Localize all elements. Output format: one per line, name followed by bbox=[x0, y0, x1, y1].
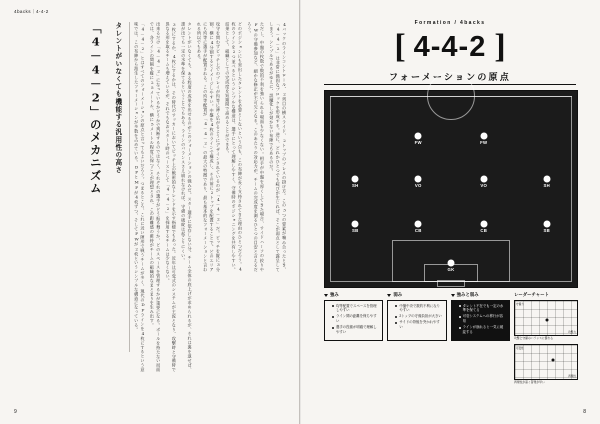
formation-title-wrap bbox=[300, 30, 600, 64]
body-column: 攻守を問わずピッチ上でのプレイが均等に薄く広がるようにデザインされているのが「4－4－2」だ。ピッチを縦に3分割、横に4分割するとイメージしやすい。中盤を4枚のラインで構成し、その前に2トップを配置することで、どのエリアにも均等に選手が配置される。この均等配置が「4－4－2」の最大の特徴であり、最も基本的なフォーメーションと言われる所以でもある。 bbox=[196, 22, 221, 272]
right-page bbox=[300, 0, 600, 424]
radar-chart-1 bbox=[514, 300, 576, 341]
list-item: サイドの背後を突かれやすい bbox=[395, 320, 442, 330]
player-marker bbox=[415, 221, 422, 228]
folio-right: 8 bbox=[583, 409, 586, 415]
body-column: 4バックのラインコントロール、2列目の横スライド、2トップのプレスの掛け方。この3つの要素が噛み合ったとき、「4－4－2」は非常に強固なブロックを形成する。逆に、どれかひとつでも綻びが生じれば、そこが弱点として露呈してしまう。シンプルであるがゆえに、誤魔化しが効かない布陣でもあるのだ。 bbox=[269, 22, 287, 272]
formation-title: 4-4-2 bbox=[413, 30, 487, 63]
player-marker bbox=[543, 176, 550, 183]
strength-heading-row bbox=[324, 292, 383, 298]
info-row bbox=[324, 292, 576, 387]
left-heading-sub: タレントがいなくても機能する汎用性の高さ bbox=[113, 22, 122, 174]
player-marker bbox=[480, 133, 487, 140]
player-marker bbox=[415, 176, 422, 183]
strength-box bbox=[324, 300, 383, 341]
list-item: 選手の役割が明確で理解しやすい bbox=[332, 325, 379, 335]
radar-grid bbox=[514, 300, 578, 336]
player-label: SB bbox=[543, 228, 551, 234]
player-marker bbox=[352, 176, 359, 183]
summary-block bbox=[451, 292, 510, 387]
list-item: ラインが崩れると一気に破綻する bbox=[459, 325, 506, 335]
list-item: ライン間の距離を保ちやすい bbox=[332, 314, 379, 324]
radar-heading-row bbox=[514, 292, 576, 298]
list-item: タレント不在でも一定の水準を保てる bbox=[459, 304, 506, 314]
player-marker bbox=[543, 221, 550, 228]
radar-axis-y-label: 可変性 bbox=[515, 346, 524, 350]
pitch-goal bbox=[437, 280, 465, 287]
radar-block bbox=[514, 292, 576, 387]
radar-grid bbox=[514, 344, 578, 380]
bracket-right-icon: ] bbox=[494, 28, 506, 65]
weakness-heading: 弱み bbox=[393, 292, 403, 297]
player-label: SH bbox=[543, 183, 551, 189]
player-label: CB bbox=[414, 228, 422, 234]
folio-left: 9 bbox=[14, 409, 17, 415]
summary-heading: 強みと弱み bbox=[456, 292, 479, 297]
strength-block bbox=[324, 292, 383, 387]
triangle-icon bbox=[451, 294, 455, 297]
player-label: CB bbox=[480, 228, 488, 234]
weakness-block bbox=[387, 292, 446, 387]
radar-axis-x-label: 再現性 bbox=[568, 374, 576, 378]
radar-caption: 再現性が高く習得が早い bbox=[513, 379, 545, 384]
list-item: 均等配置でスペースを管理しやすい bbox=[332, 304, 379, 314]
pitch-centre-circle bbox=[427, 72, 475, 120]
list-item: 中盤中央で数的不利になりやすい bbox=[395, 304, 442, 314]
section-kicker: Formation / 4backs bbox=[414, 20, 486, 26]
player-label: VO bbox=[480, 183, 488, 189]
radar-data-point bbox=[552, 358, 555, 361]
player-label: SB bbox=[351, 228, 359, 234]
radar-chart-2 bbox=[514, 344, 576, 385]
vertical-text-area bbox=[78, 22, 287, 398]
strength-heading: 強み bbox=[330, 292, 339, 297]
player-marker bbox=[352, 221, 359, 228]
running-head: 4backs｜4-4-2 bbox=[14, 9, 49, 14]
radar-data-point bbox=[546, 319, 549, 322]
player-label: FW bbox=[414, 140, 422, 146]
summary-box bbox=[451, 300, 510, 341]
body-column: 「4－4－2」とはすべてのフォーメーションの原点と言ってもよいだろう。つまるところ、これに近い陣形で戦うチームが多く、現代のDFラインを4枚にするという意味では、この布陣から派生したフォーメーションが多数を占めている。DFとMFが4枚ずつ、そしてFWが2枚というシンプルな構造になっている。 bbox=[134, 22, 146, 372]
player-label: SH bbox=[351, 183, 359, 189]
left-heading-main: 「4－4－2」のメカニズム bbox=[88, 22, 103, 195]
triangle-icon bbox=[387, 294, 391, 297]
radar-axis-y-label: 守備力 bbox=[515, 303, 524, 306]
player-marker bbox=[480, 176, 487, 183]
weakness-heading-row bbox=[387, 292, 446, 298]
triangle-icon bbox=[324, 294, 328, 297]
radar-caption: 攻撃と守備のバランスに優れる bbox=[513, 336, 554, 340]
radar-axis-x-label: 攻撃力 bbox=[568, 331, 576, 334]
player-marker bbox=[448, 260, 455, 267]
formation-subtitle: フォーメーションの原点 bbox=[389, 73, 511, 83]
player-label: VO bbox=[414, 183, 422, 189]
list-item: 可変システムへの移行が容易 bbox=[459, 314, 506, 324]
list-item: 2トップの守備負担が大きい bbox=[395, 314, 442, 319]
body-column: ただし、中盤の枚数で数的不利を強いられる場面も少なくない。相手が中盤を厚くしてきた場合、サイドハーフの絞りやFWの守備参加など、細かな修正が不可欠となる。このあたりの対応力が、チームの完成度を測るひとつの目安と言えるだろう。 bbox=[247, 22, 265, 272]
pitch-diagram bbox=[324, 90, 578, 288]
body-column: 3枚にするか、4枚にするかは、その時代のサッカーにおいてピッチ上の戦術的なトレンドを示す指標でもあった。近年は可変式のシステムが主流となり、攻撃時と守備時で異なる形を取るチームも増えているが、それでもなおスタート時のベースとして「4－4－2」を採用するチームは少なくない。 bbox=[165, 22, 177, 372]
player-label: FW bbox=[480, 140, 488, 146]
player-marker bbox=[415, 133, 422, 140]
player-marker bbox=[480, 221, 487, 228]
bracket-left-icon: [ bbox=[394, 28, 406, 65]
body-column: タレントがいなくても、ある程度の成果を出せるのがこのフォーメーションの強みだ。スター選手に依存しない分、チーム全体の底上げが求められるが、それは裏を返せば、誰が出ても一定の水準を保てるということでもある。ラインのバランスさえ崩れなければ、守備の破綻は起こりにくい。 bbox=[181, 22, 193, 372]
player-label: GK bbox=[447, 267, 455, 273]
radar-heading: レーダーチャート bbox=[513, 292, 549, 297]
weakness-box bbox=[387, 300, 446, 341]
summary-heading-row bbox=[451, 292, 510, 298]
body-column: どのポジションにも突出したタレントを必要としないという点も、この布陣が長く支持されてきた理由のひとつだろう。4枚のラインを2つ並べるというシンプルな構造は、選手にとって理解しやすく、守備時のポジショニングを共有しやすい。結果として、組織としての完成度を短期間で高めることができる。 bbox=[225, 22, 243, 272]
body-column: 出来るだけ「4－4－2」になっているかどうかで判断するのではなく、それぞれの選手がどう振る舞うか、どのスペースを管理するかが重要になる。ボールを持たない局面では、各ラインの間隔を縦に25メートル、横に5メートル程度に保つことが理想とされ、この距離感の維持がチームの組織的なまとまりを生み出す。 bbox=[149, 22, 162, 372]
vertical-rule bbox=[129, 22, 130, 352]
